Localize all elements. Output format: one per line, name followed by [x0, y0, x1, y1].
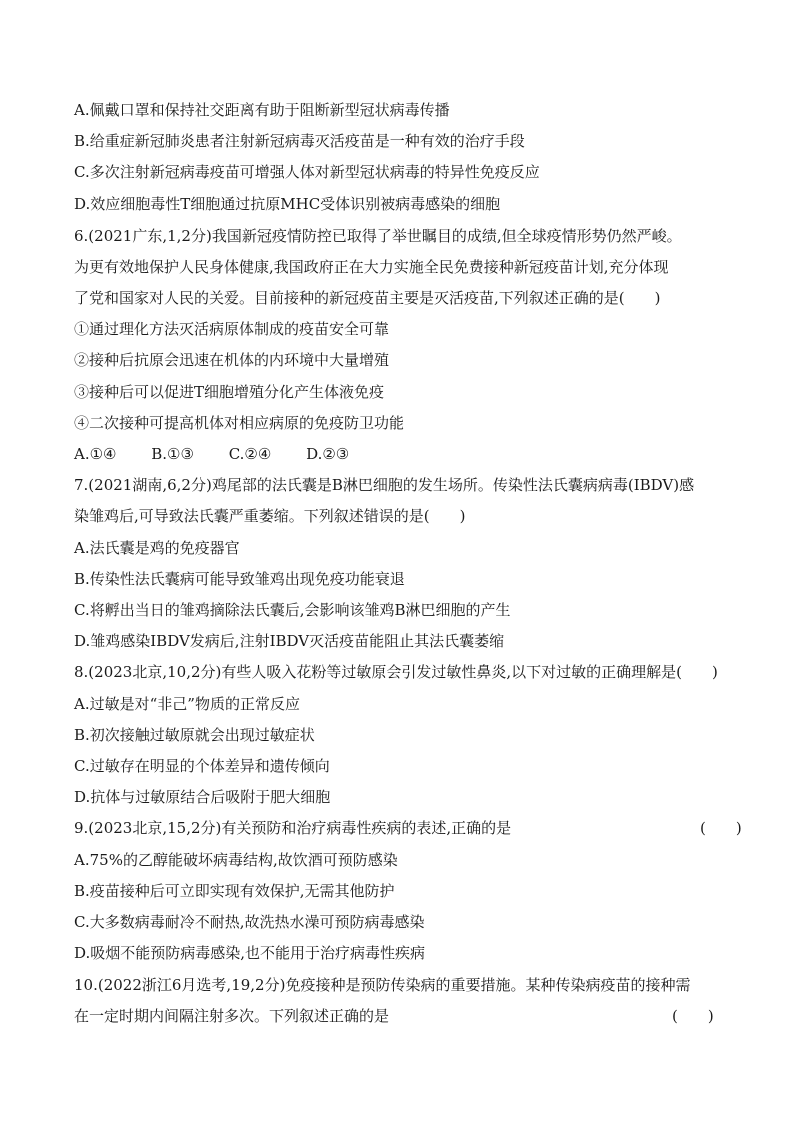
q7-option-d: D.雏鸡感染IBDV发病后,注射IBDV灭活疫苗能阻止其法氏囊萎缩 — [74, 632, 505, 650]
q6-stem-line-2: 为更有效地保护人民身体健康,我国政府正在大力实施全民免费接种新冠疫苗计划,充分体现 — [74, 258, 669, 276]
q7-stem-line-1: 7.(2021湖南,6,2分)鸡尾部的法氏囊是B淋巴细胞的发生场所。传染性法氏囊病病毒(IBDV)感 — [74, 476, 695, 494]
q5-option-c: C.多次注射新冠病毒疫苗可增强人体对新型冠状病毒的特异性免疫反应 — [74, 163, 540, 181]
q9-answer-paren: ( ) — [700, 819, 742, 837]
q8-option-a: A.过敏是对“非己”物质的正常反应 — [74, 695, 300, 713]
q8-stem: 8.(2023北京,10,2分)有些人吸入花粉等过敏原会引发过敏性鼻炎,以下对过敏的正确理解是( ) — [74, 663, 718, 681]
q6-statement-2: ②接种后抗原会迅速在机体的内环境中大量增殖 — [74, 351, 390, 369]
q5-option-a: A.佩戴口罩和保持社交距离有助于阻断新型冠状病毒传播 — [74, 101, 450, 119]
q6-statement-1: ①通过理化方法灭活病原体制成的疫苗安全可靠 — [74, 320, 390, 338]
q7-option-b: B.传染性法氏囊病可能导致雏鸡出现免疫功能衰退 — [74, 570, 405, 588]
q9-option-d: D.吸烟不能预防病毒感染,也不能用于治疗病毒性疾病 — [74, 944, 426, 962]
q8-option-b: B.初次接触过敏原就会出现过敏症状 — [74, 726, 315, 744]
q6-statement-3: ③接种后可以促进T细胞增殖分化产生体液免疫 — [74, 383, 385, 401]
q10-answer-paren: ( ) — [672, 1007, 714, 1025]
q8-option-d: D.抗体与过敏原结合后吸附于肥大细胞 — [74, 788, 331, 806]
q6-stem-line-1: 6.(2021广东,1,2分)我国新冠疫情防控已取得了举世瞩目的成绩,但全球疫情形势仍然严峻。 — [74, 227, 682, 245]
q7-option-c: C.将孵出当日的雏鸡摘除法氏囊后,会影响该雏鸡B淋巴细胞的产生 — [74, 601, 511, 619]
q5-option-b: B.给重症新冠肺炎患者注射新冠病毒灭活疫苗是一种有效的治疗手段 — [74, 132, 525, 150]
q9-option-b: B.疫苗接种后可立即实现有效保护,无需其他防护 — [74, 882, 395, 900]
q8-option-c: C.过敏存在明显的个体差异和遗传倾向 — [74, 757, 330, 775]
q9-option-a: A.75%的乙醇能破坏病毒结构,故饮酒可预防感染 — [74, 851, 398, 869]
q9-option-c: C.大多数病毒耐冷不耐热,故洗热水澡可预防病毒感染 — [74, 913, 425, 931]
q10-stem-line-2: 在一定时期内间隔注射多次。下列叙述正确的是 — [74, 1007, 390, 1025]
q10-stem-line-1: 10.(2022浙江6月选考,19,2分)免疫接种是预防传染病的重要措施。某种传染病疫苗的接种需 — [74, 976, 691, 994]
q9-stem: 9.(2023北京,15,2分)有关预防和治疗病毒性疾病的表述,正确的是 — [74, 819, 512, 837]
q6-options: A.①④ B.①③ C.②④ D.②③ — [74, 445, 350, 463]
q6-statement-4: ④二次接种可提高机体对相应病原的免疫防卫功能 — [74, 414, 405, 432]
q7-stem-line-2: 染雏鸡后,可导致法氏囊严重萎缩。下列叙述错误的是( ) — [74, 507, 466, 525]
q6-stem-line-3: 了党和国家对人民的关爱。目前接种的新冠疫苗主要是灭活疫苗,下列叙述正确的是( ) — [74, 289, 661, 307]
q7-option-a: A.法氏囊是鸡的免疫器官 — [74, 539, 240, 557]
q5-option-d: D.效应细胞毒性T细胞通过抗原MHC受体识别被病毒感染的细胞 — [74, 195, 501, 213]
